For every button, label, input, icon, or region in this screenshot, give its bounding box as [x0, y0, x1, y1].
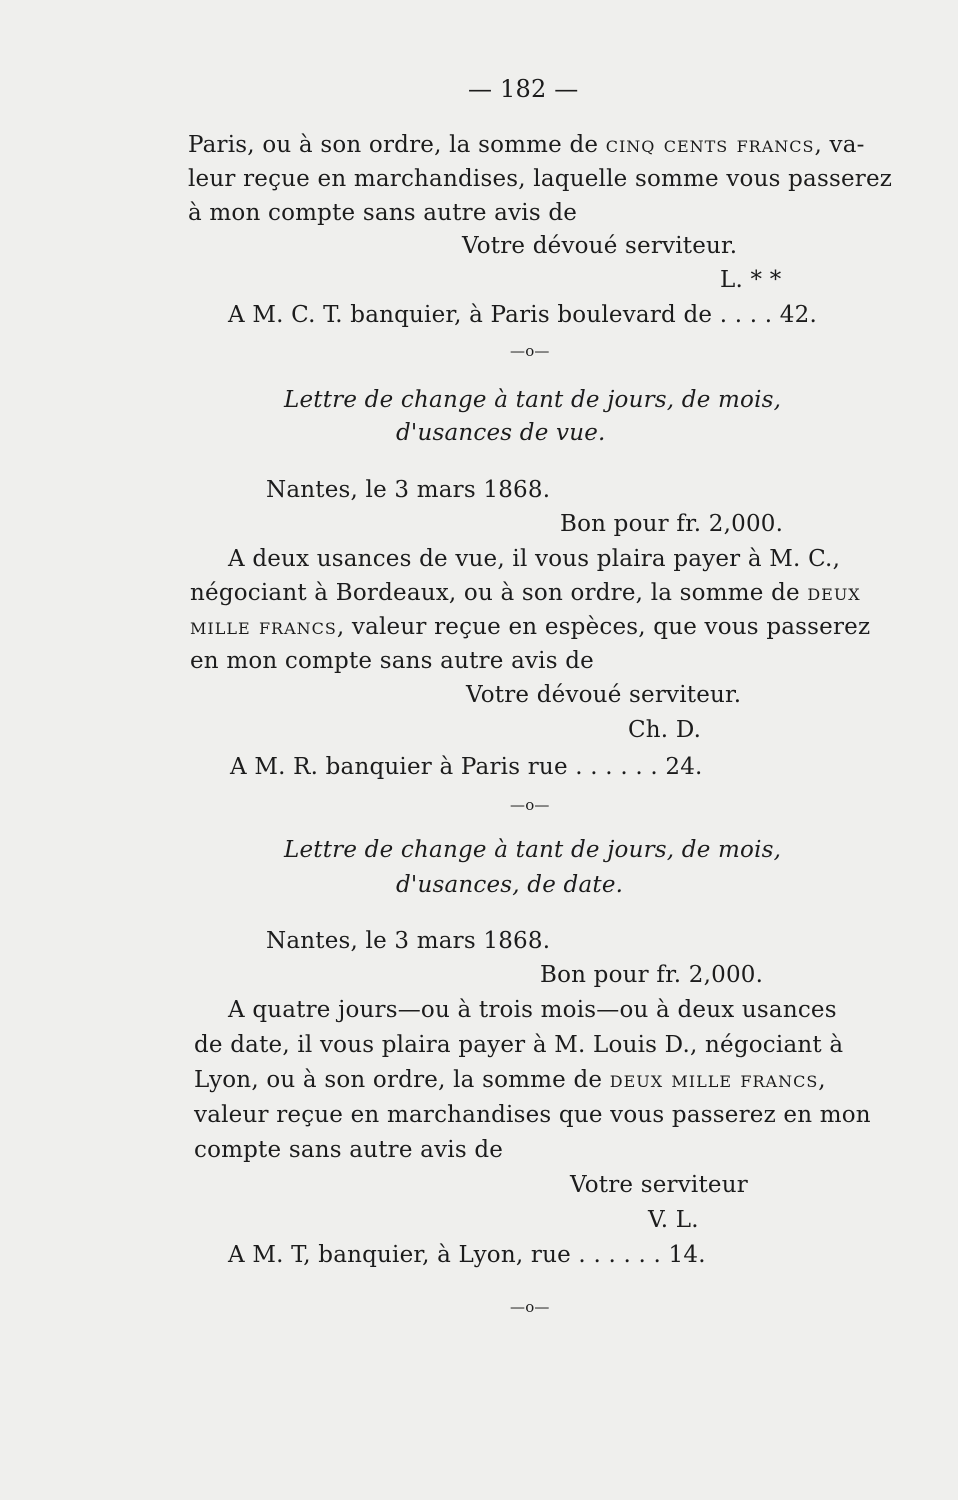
date-line: Nantes, le 3 mars 1868. [266, 477, 551, 503]
text-line: mille francs, valeur reçue en espèces, que vous passerez [190, 614, 871, 640]
text-line: négociant à Bordeaux, ou à son ordre, la somme de deux [190, 580, 861, 606]
address-line: A M. C. T. banquier, à Paris boulevard de . . . . 42. [228, 302, 817, 328]
address-line: A M. T, banquier, à Lyon, rue . . . . . . 14. [228, 1242, 706, 1268]
text-line: compte sans autre avis de [194, 1137, 504, 1163]
closing-line: Votre serviteur [570, 1172, 748, 1198]
separator: —o— [510, 342, 550, 360]
address-line: A M. R. banquier à Paris rue . . . . . . 24. [230, 754, 703, 780]
section-title: Lettre de change à tant de jours, de mois, [284, 387, 782, 413]
text-line: A quatre jours—ou à trois mois—ou à deux usances [228, 997, 837, 1023]
text-line: leur reçue en marchandises, laquelle somme vous passerez [188, 166, 893, 192]
text-line: valeur reçue en marchandises que vous passerez en mon [194, 1102, 871, 1128]
text-line: Lyon, ou à son ordre, la somme de deux mille francs, [194, 1067, 826, 1093]
section-title: Lettre de change à tant de jours, de mois, [284, 837, 782, 863]
closing-line: Votre dévoué serviteur. [466, 682, 742, 708]
text-line: Paris, ou à son ordre, la somme de cinq cents francs, va- [188, 132, 865, 158]
closing-line: Votre dévoué serviteur. [462, 233, 738, 259]
amount-line: Bon pour fr. 2,000. [540, 962, 764, 988]
signature: L. * * [720, 267, 782, 293]
section-title: d'usances de vue. [396, 420, 606, 446]
section-title: d'usances, de date. [396, 872, 624, 898]
amount-line: Bon pour fr. 2,000. [560, 511, 784, 537]
signature: V. L. [648, 1207, 699, 1233]
text-line: en mon compte sans autre avis de [190, 648, 594, 674]
text-line: A deux usances de vue, il vous plaira payer à M. C., [228, 546, 841, 572]
text-line: de date, il vous plaira payer à M. Louis D., négociant à [194, 1032, 844, 1058]
separator: —o— [510, 796, 550, 814]
separator: —o— [510, 1298, 550, 1316]
signature: Ch. D. [628, 717, 702, 743]
text-line: à mon compte sans autre avis de [188, 200, 578, 226]
date-line: Nantes, le 3 mars 1868. [266, 928, 551, 954]
page-number: — 182 — [468, 75, 579, 103]
